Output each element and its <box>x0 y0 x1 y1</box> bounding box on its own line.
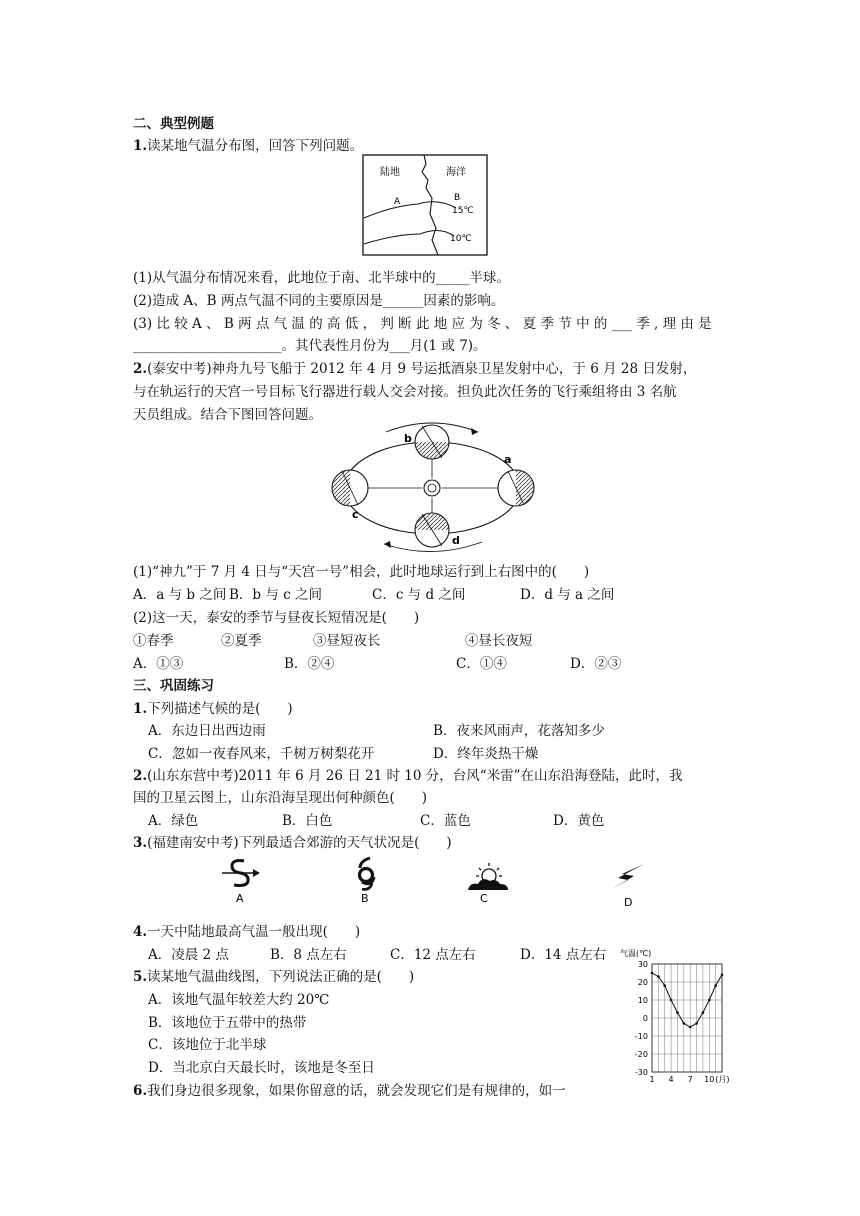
e4-number: 4. <box>133 924 148 940</box>
temperature-point <box>683 1022 686 1025</box>
q2-p2-option-c: C．①④ <box>456 656 507 672</box>
e5-option-a: A．该地气温年较差大约 20℃ <box>148 992 330 1008</box>
temperature-distribution-map <box>362 154 488 256</box>
weather-symbol-d <box>604 860 648 910</box>
earth-d-icon <box>415 513 449 547</box>
e5-option-d: D．当北京白天最长时，该地是冬至日 <box>148 1060 375 1076</box>
orbit-arrow-head-top <box>471 428 478 435</box>
e4-stem <box>133 920 360 940</box>
temperature-point <box>702 1011 705 1014</box>
earth-a-icon <box>498 470 534 506</box>
q2-p1-option-a: A．a 与 b 之间 <box>133 587 227 603</box>
chart-y-tick-label: -30 <box>634 1068 648 1077</box>
map-label-sea: 海洋 <box>446 167 466 178</box>
temperature-point <box>663 984 666 987</box>
e5-number: 5. <box>133 969 148 985</box>
e4-option-a: A．凌晨 2 点 <box>148 947 229 963</box>
q2-p2-option-a: A．①③ <box>133 656 184 672</box>
q1-stem-text: 读某地气温分布图，回答下列问题。 <box>147 138 364 154</box>
temperature-point <box>708 999 711 1002</box>
weather-label-c: C <box>480 892 488 905</box>
chart-x-tick-label: 4 <box>668 1075 674 1084</box>
e4-option-b: B．8 点左右 <box>270 947 347 963</box>
e2-option-b: B．白色 <box>282 813 333 829</box>
earth-orbit-diagram <box>326 418 548 556</box>
e6-stem-text: 我们身边很多现象，如果你留意的话，就会发现它们是有规律的，如一 <box>147 1083 566 1099</box>
e1-number: 1. <box>133 701 148 717</box>
earth-b-icon <box>415 425 449 459</box>
e5-stem-text: 读某地气温曲线图，下列说法正确的是( ) <box>147 969 415 985</box>
e4-option-c: C．12 点左右 <box>390 947 476 963</box>
map-label-15: 15℃ <box>452 206 474 216</box>
lightning-icon <box>610 864 644 890</box>
map-label-land: 陆地 <box>380 167 400 178</box>
q2-p2-option-d: D．②③ <box>570 656 622 672</box>
temperature-curve-chart <box>616 942 730 1092</box>
weather-label-a: A <box>236 892 244 905</box>
e4-option-d: D．14 点左右 <box>520 947 607 963</box>
chart-xlabel: (月) <box>715 1075 730 1084</box>
e2-number: 2. <box>133 768 148 784</box>
chart-y-tick-label: 10 <box>637 996 648 1005</box>
q2-item-4: ④昼长夜短 <box>465 633 533 649</box>
typhoon-icon <box>360 858 375 889</box>
weather-label-b: B <box>361 892 369 905</box>
orbit-label-d: d <box>452 534 460 547</box>
q1-part3-line1: (3) 比 较 A 、 B 两 点 气 温 的 高 低 ， 判 断 此 地 应 为 冬 、 夏 季 节 中 的 ___ 季 , 理 由 是 <box>133 316 712 332</box>
q1-part1: (1)从气温分布情况来看，此地位于南、北半球中的_____半球。 <box>133 270 510 286</box>
chart-y-tick-label: 0 <box>642 1014 648 1023</box>
e3-stem <box>133 831 452 851</box>
e2-option-c: C．蓝色 <box>420 813 471 829</box>
e1-option-d: D．终年炎热干燥 <box>433 746 539 762</box>
q2-part1: (1)“神九”于 7 月 4 日与“天宫一号”相会，此时地球运行到上右图中的( ) <box>133 564 590 580</box>
q2-line1 <box>133 357 696 377</box>
section-title-practice: 三、巩固练习 <box>133 678 214 694</box>
chart-y-tick-label: 30 <box>637 960 648 969</box>
e3-number: 3. <box>133 835 148 851</box>
e2-option-d: D．黄色 <box>553 813 605 829</box>
e4-stem-text: 一天中陆地最高气温一般出现( ) <box>147 924 361 940</box>
temperature-point <box>676 1011 679 1014</box>
chart-x-tick-label: 7 <box>687 1075 693 1084</box>
e3-stem-text: (福建南安中考)下列最适合郊游的天气状况是( ) <box>147 835 452 851</box>
q2-item-1: ①春季 <box>133 633 174 649</box>
chart-x-tick-label: 10 <box>704 1075 715 1084</box>
temperature-point <box>714 984 717 987</box>
orbit-label-c: c <box>352 508 359 521</box>
chart-y-tick-label: 20 <box>637 978 648 987</box>
temperature-point <box>651 972 654 975</box>
e5-option-b: B．该地位于五带中的热带 <box>148 1015 307 1031</box>
weather-symbol-a <box>218 855 264 905</box>
weather-symbol-c <box>462 860 512 906</box>
q2-line1-text: (泰安中考)神舟九号飞船于 2012 年 4 月 9 号运抵酒泉卫星发射中心，于 6 月 28 日发射， <box>147 361 697 377</box>
sandstorm-icon <box>222 861 260 886</box>
chart-y-tick-label: -10 <box>634 1032 648 1041</box>
q2-p1-option-d: D．d 与 a 之间 <box>520 587 615 603</box>
map-point-b: B <box>454 193 461 203</box>
e2-line1 <box>133 764 683 784</box>
temperature-point <box>689 1026 692 1029</box>
section-title-examples: 二、典型例题 <box>133 116 214 132</box>
chart-y-tick-label: -20 <box>634 1050 648 1059</box>
chart-ylabel: 气温(℃) <box>620 949 652 958</box>
q2-p1-option-b: B．b 与 c 之间 <box>229 587 322 603</box>
q1-number: 1. <box>133 138 148 154</box>
map-point-a: A <box>394 197 401 207</box>
e2-line1-text: (山东东营中考)2011 年 6 月 26 日 21 时 10 分，台风“米雷”在山东沿海登陆，此时，我 <box>147 768 683 784</box>
e5-stem <box>133 965 414 985</box>
e1-stem-text: 下列描述气候的是( ) <box>147 701 293 717</box>
e1-stem <box>133 697 293 717</box>
q2-item-2: ②夏季 <box>221 633 262 649</box>
chart-y-ticks <box>635 960 648 1077</box>
q2-line3: 天员组成。结合下图回答问题。 <box>133 407 322 423</box>
q1-stem <box>133 134 363 154</box>
temperature-point <box>670 999 673 1002</box>
e6-stem <box>133 1079 566 1099</box>
q2-p1-option-c: C．c 与 d 之间 <box>372 587 466 603</box>
sunny-to-cloudy-icon <box>468 863 508 890</box>
temperature-point <box>695 1022 698 1025</box>
orbit-arrow-head-bottom <box>384 541 391 548</box>
q2-part2: (2)这一天，泰安的季节与昼夜长短情况是( ) <box>133 610 420 626</box>
e1-option-a: A．东边日出西边雨 <box>148 723 266 739</box>
weather-symbol-b <box>350 855 386 905</box>
q2-item-3: ③昼短夜长 <box>313 633 381 649</box>
weather-label-d: D <box>624 896 633 909</box>
sun-icon <box>424 480 440 496</box>
chart-x-tick-label: 1 <box>649 1075 655 1084</box>
e6-number: 6. <box>133 1083 148 1099</box>
temperature-point <box>721 974 724 977</box>
orbit-label-b: b <box>404 432 412 445</box>
chart-grid <box>652 964 722 1072</box>
map-label-10: 10℃ <box>450 234 472 244</box>
e2-option-a: A．绿色 <box>148 813 199 829</box>
e1-option-c: C．忽如一夜春风来，千树万树梨花开 <box>148 746 375 762</box>
q2-line2: 与在轨运行的天宫一号目标飞行器进行载人交会对接。担负此次任务的飞行乘组将由 3 名航 <box>133 384 677 400</box>
earth-c-icon <box>332 470 368 506</box>
q2-number: 2. <box>133 361 148 377</box>
q1-part3-line2: ______________________。其代表性月份为___月(1 或 7)。 <box>133 338 487 354</box>
q2-p2-option-b: B．②④ <box>284 656 335 672</box>
e5-option-c: C．该地位于北半球 <box>148 1037 267 1053</box>
e1-option-b: B．夜来风雨声，花落知多少 <box>433 723 605 739</box>
e2-line2: 国的卫星云图上，山东沿海呈现出何种颜色( ) <box>133 790 428 806</box>
orbit-label-a: a <box>504 453 512 466</box>
temperature-point <box>657 975 660 978</box>
q1-part2: (2)造成 A、B 两点气温不同的主要原因是______因素的影响。 <box>133 293 505 309</box>
chart-x-ticks <box>649 1075 714 1084</box>
